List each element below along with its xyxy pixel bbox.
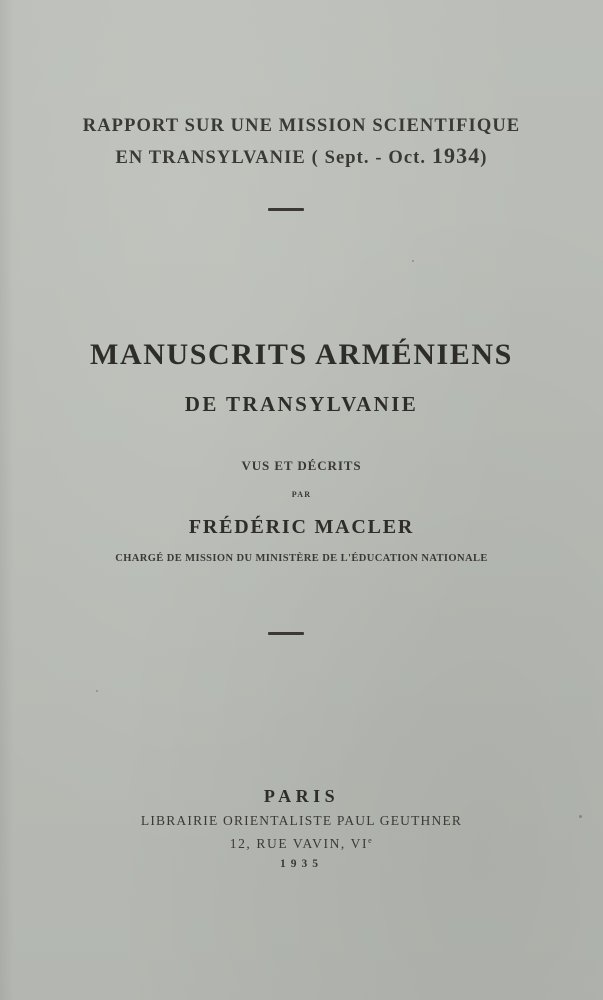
imprint-address — [0, 836, 603, 852]
main-title: MANUSCRITS ARMÉNIENS — [90, 338, 513, 371]
imprint-address-sup: e — [368, 836, 374, 845]
paper-speck — [96, 690, 98, 692]
imprint-publisher: LIBRAIRIE ORIENTALISTE PAUL GEUTHNER — [140, 813, 463, 828]
paper-speck — [579, 815, 582, 818]
imprint-address-main: 12, RUE VAVIN, VI — [229, 836, 369, 851]
subtitle: DE TRANSYLVANIE — [184, 392, 419, 416]
top-divider-rule — [268, 208, 304, 211]
imprint-year: 1935 — [280, 858, 323, 870]
author-name: FRÉDÉRIC MACLER — [188, 516, 415, 538]
imprint-city: PARIS — [263, 786, 340, 806]
par-label: PAR — [291, 490, 312, 499]
vus-et-decrits: VUS ET DÉCRITS — [241, 458, 362, 473]
paper-speck — [412, 260, 414, 262]
report-heading-line-1: RAPPORT SUR UNE MISSION SCIENTIFIQUE — [82, 116, 521, 136]
report-heading-prefix: EN TRANSYLVANIE ( Sept. - Oct. — [115, 148, 432, 168]
middle-divider-rule — [268, 632, 304, 635]
report-heading-suffix: ) — [480, 148, 488, 168]
report-heading-line-2 — [0, 143, 603, 169]
report-heading-year: 1934 — [431, 143, 481, 168]
author-role: CHARGÉ DE MISSION DU MINISTÈRE DE L'ÉDUCATION NATIONALE — [115, 553, 488, 564]
